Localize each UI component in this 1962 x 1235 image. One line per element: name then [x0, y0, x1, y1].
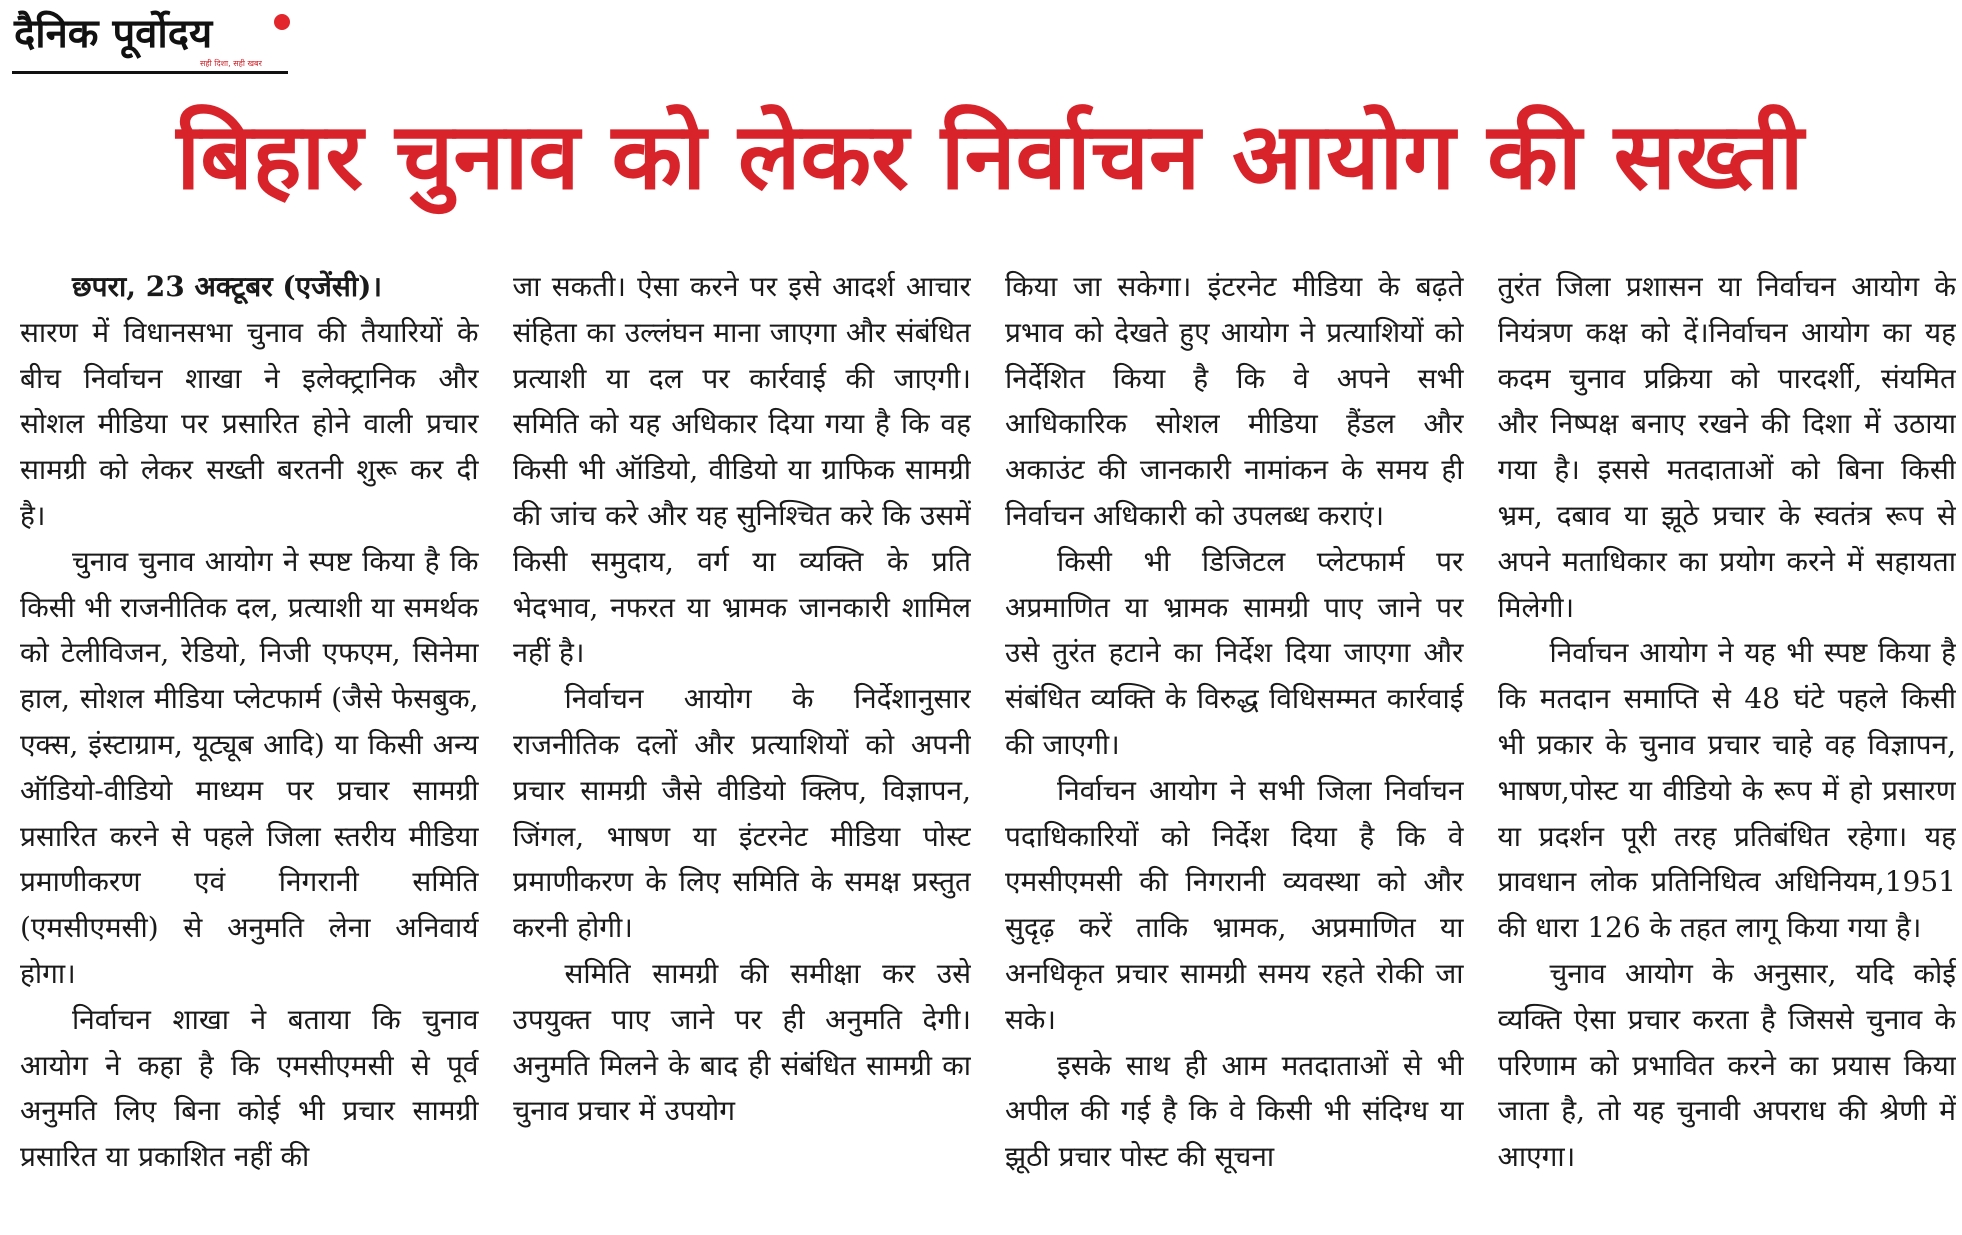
logo-tagline: सही दिशा, सही खबर — [200, 59, 262, 68]
paragraph: तुरंत जिला प्रशासन या निर्वाचन आयोग के नियंत्रण कक्ष को दें।निर्वाचन आयोग का यह कदम चुनाव प्रक्रिया को पारदर्शी, संयमित और निष्पक्ष बनाए रखने की दिशा में उठाया गया है। इससे मतदाताओं को बिना किसी भ्रम, दबाव या झूठे प्रचार के स्वतंत्र रूप से अपने मताधिकार का प्रयोग करने में सहायता मिलेगी। — [1497, 270, 1956, 624]
article-column-3 — [1005, 264, 1464, 1232]
headline: बिहार चुनाव को लेकर निर्वाचन आयोग की सख्ती — [176, 103, 1804, 210]
article-body — [20, 264, 1956, 1232]
paragraph: चुनाव आयोग के अनुसार, यदि कोई व्यक्ति ऐसा प्रचार करता है जिससे चुनाव के परिणाम को प्रभावित करने का प्रयास किया जाता है, तो यह चुनावी अपराध की श्रेणी में आएगा। — [1497, 956, 1956, 1174]
paragraph: इसके साथ ही आम मतदाताओं से भी अपील की गई है कि वे किसी भी संदिग्ध या झूठी प्रचार पोस्ट की सूचना — [1005, 1048, 1464, 1174]
paragraph: सारण में विधानसभा चुनाव की तैयारियों के बीच निर्वाचन शाखा ने इलेक्ट्रानिक और सोशल मीडिया पर प्रसारित होने वाली प्रचार सामग्री को लेकर सख्ती बरतनी शुरू कर दी है। — [20, 315, 479, 532]
paragraph: निर्वाचन आयोग के निर्देशानुसार राजनीतिक दलों और प्रत्याशियों को अपनी प्रचार सामग्री जैसे वीडियो क्लिप, विज्ञापन, जिंगल, भाषण या इंटरनेट मीडिया पोस्ट प्रमाणीकरण के लिए समिति के समक्ष प्रस्तुत करनी होगी। — [512, 682, 971, 945]
paragraph: किया जा सकेगा। इंटरनेट मीडिया के बढ़ते प्रभाव को देखते हुए आयोग ने प्रत्याशियों को निर्देशित किया है कि वे अपने सभी आधिकारिक सोशल मीडिया हैंडल और अकाउंट की जानकारी नामांकन के समय ही निर्वाचन अधिकारी को उपलब्ध कराएं। — [1005, 270, 1464, 532]
paragraph: चुनाव चुनाव आयोग ने स्पष्ट किया है कि किसी भी राजनीतिक दल, प्रत्याशी या समर्थक को टेलीविजन, रेडियो, निजी एफएम, सिनेमा हाल, सोशल मीडिया प्लेटफार्म (जैसे फेसबुक, एक्स, इंस्टाग्राम, यूट्यूब आदि) या किसी अन्य ऑडियो-वीडियो माध्यम पर प्रचार सामग्री प्रसारित करने से पहले जिला स्तरीय मीडिया प्रमाणीकरण एवं निगरानी समिति (एमसीएमसी) से अनुमति लेना अनिवार्य होगा। — [20, 544, 479, 990]
paragraph: समिति सामग्री की समीक्षा कर उसे उपयुक्त पाए जाने पर ही अनुमति देगी। अनुमति मिलने के बाद ही संबंधित सामग्री का चुनाव प्रचार में उपयोग — [512, 956, 971, 1128]
paragraph: निर्वाचन आयोग ने यह भी स्पष्ट किया है कि मतदान समाप्ति से 48 घंटे पहले किसी भी प्रकार के चुनाव प्रचार चाहे वह विज्ञापन, भाषण,पोस्ट या वीडियो के रूप में हो प्रसारण या प्रदर्शन पूरी तरह प्रतिबंधित रहेगा। यह प्रावधान लोक प्रतिनिधित्व अधिनियम,1951 की धारा 126 के तहत लागू किया गया है। — [1497, 636, 1956, 945]
paragraph: किसी भी डिजिटल प्लेटफार्म पर अप्रमाणित या भ्रामक सामग्री पाए जाने पर उसे तुरंत हटाने का निर्देश दिया जाएगा और संबंधित व्यक्ति के विरुद्ध विधिसम्मत कार्रवाई की जाएगी। — [1005, 544, 1464, 761]
paragraph: जा सकती। ऐसा करने पर इसे आदर्श आचार संहिता का उल्लंघन माना जाएगा और संबंधित प्रत्याशी या दल पर कार्रवाई की जाएगी।समिति को यह अधिकार दिया गया है कि वह किसी भी ऑडियो, वीडियो या ग्राफिक सामग्री की जांच करे और यह सुनिश्चित करे कि उसमें किसी समुदाय, वर्ग या व्यक्ति के प्रति भेदभाव, नफरत या भ्रामक जानकारी शामिल नहीं है। — [512, 270, 971, 670]
article-column-1 — [20, 264, 479, 1232]
dateline: छपरा, 23 अक्टूबर (एजेंसी)। — [72, 270, 382, 303]
paragraph: निर्वाचन आयोग ने सभी जिला निर्वाचन पदाधिकारियों को निर्देश दिया है कि वे एमसीएमसी की निगरानी व्यवस्था को और सुदृढ़ करें ताकि भ्रामक, अप्रमाणित या अनधिकृत प्रचार सामग्री समय रहते रोकी जा सके। — [1005, 773, 1464, 1036]
masthead-logo — [12, 8, 288, 72]
paragraph: निर्वाचन शाखा ने बताया कि चुनाव आयोग ने कहा है कि एमसीएमसी से पूर्व अनुमति लिए बिना कोई भी प्रचार सामग्री प्रसारित या प्रकाशित नहीं की — [20, 1002, 479, 1174]
masthead-rule — [12, 71, 288, 74]
logo-title: दैनिक पूर्वोदय — [14, 11, 213, 57]
article-column-4 — [1498, 264, 1957, 1232]
article-column-2 — [513, 264, 972, 1232]
logo-dot-icon — [274, 14, 290, 30]
